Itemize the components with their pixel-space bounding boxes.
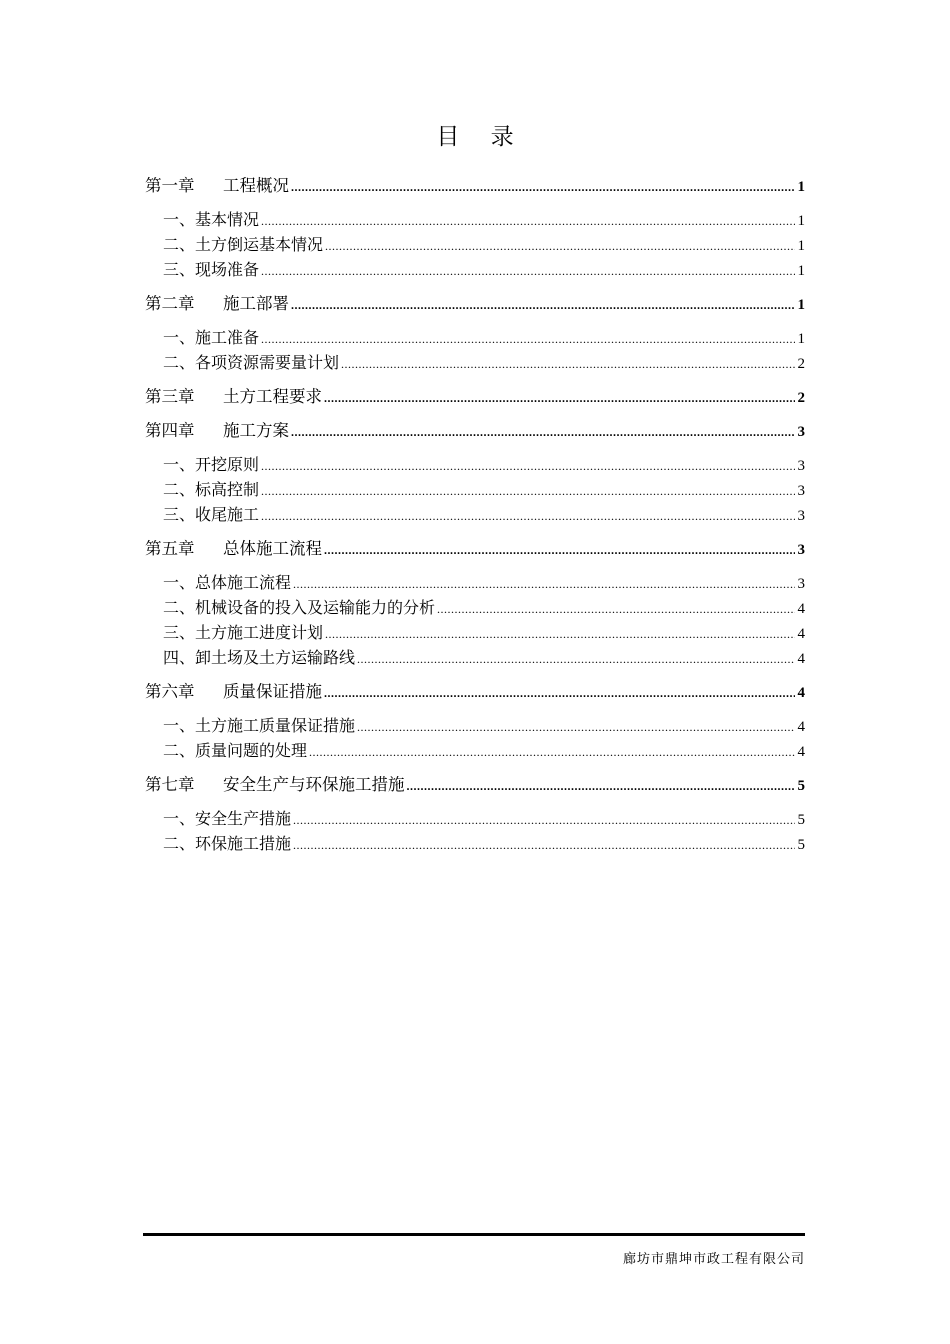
toc-section[interactable]	[145, 570, 805, 595]
toc-leader	[293, 572, 795, 597]
toc-title: 开挖原则	[195, 455, 260, 474]
toc-number: 一、	[163, 573, 196, 592]
toc-number: 第七章	[145, 775, 195, 794]
toc-title: 现场准备	[195, 260, 260, 279]
toc-section[interactable]	[145, 350, 805, 375]
toc-page: 4	[797, 719, 805, 735]
toc-page: 1	[797, 297, 805, 313]
toc-section[interactable]	[145, 502, 805, 527]
toc-title: 卸土场及土方运输路线	[195, 648, 356, 667]
toc-number: 三、	[163, 260, 196, 279]
toc-number: 二、	[163, 741, 196, 760]
toc-page: 3	[797, 483, 805, 499]
toc-number: 三、	[163, 505, 196, 524]
toc-number: 一、	[163, 328, 196, 347]
toc-leader	[325, 234, 795, 259]
toc-page: 3	[797, 508, 805, 524]
toc-leader	[261, 454, 795, 479]
toc-chapter-5[interactable]	[145, 536, 805, 561]
toc-leader	[407, 774, 796, 799]
toc-section[interactable]	[145, 806, 805, 831]
toc-page: 4	[797, 651, 805, 667]
toc-leader	[291, 293, 795, 318]
toc-title: 施工准备	[195, 328, 260, 347]
toc-leader	[324, 681, 795, 706]
toc-title: 环保施工措施	[195, 834, 292, 853]
toc-title: 总体施工流程	[195, 573, 292, 592]
toc-number: 二、	[163, 834, 196, 853]
toc-title: 总体施工流程	[223, 539, 322, 558]
toc-number: 第五章	[145, 539, 195, 558]
toc-page: 5	[797, 812, 805, 828]
toc-chapter-3[interactable]	[145, 384, 805, 409]
toc-title: 土方施工质量保证措施	[195, 716, 356, 735]
toc-title: 收尾施工	[195, 505, 260, 524]
toc-section[interactable]	[145, 738, 805, 763]
toc-number: 第二章	[145, 294, 195, 313]
toc-page: 5	[797, 837, 805, 853]
toc-leader	[357, 715, 795, 740]
toc-number: 一、	[163, 455, 196, 474]
toc-page: 1	[797, 263, 805, 279]
toc-title: 标高控制	[195, 480, 260, 499]
toc-number: 三、	[163, 623, 196, 642]
table-of-contents	[145, 170, 805, 856]
toc-title: 质量问题的处理	[195, 741, 308, 760]
toc-leader	[291, 420, 795, 445]
toc-leader	[357, 647, 795, 672]
toc-page: 4	[797, 744, 805, 760]
toc-page: 5	[797, 778, 805, 794]
toc-leader	[261, 504, 795, 529]
toc-title: 安全生产与环保施工措施	[223, 775, 405, 794]
toc-section[interactable]	[145, 645, 805, 670]
toc-number: 二、	[163, 353, 196, 372]
footer-divider	[143, 1233, 805, 1236]
toc-number: 第四章	[145, 421, 195, 440]
toc-leader	[437, 597, 795, 622]
toc-number: 一、	[163, 809, 196, 828]
toc-chapter-6[interactable]	[145, 679, 805, 704]
toc-title: 基本情况	[195, 210, 260, 229]
toc-section[interactable]	[145, 207, 805, 232]
toc-title: 土方施工进度计划	[195, 623, 324, 642]
toc-title: 土方工程要求	[223, 387, 322, 406]
toc-number: 二、	[163, 598, 196, 617]
toc-page: 3	[797, 458, 805, 474]
toc-section[interactable]	[145, 477, 805, 502]
toc-section[interactable]	[145, 713, 805, 738]
toc-section[interactable]	[145, 232, 805, 257]
toc-chapter-7[interactable]	[145, 772, 805, 797]
toc-title: 各项资源需要量计划	[195, 353, 340, 372]
toc-page: 1	[797, 238, 805, 254]
toc-title: 工程概况	[223, 176, 289, 195]
toc-number: 第三章	[145, 387, 195, 406]
toc-chapter-1[interactable]	[145, 173, 805, 198]
toc-section[interactable]	[145, 595, 805, 620]
toc-section[interactable]	[145, 325, 805, 350]
page-title: 目 录	[436, 124, 526, 150]
toc-page: 4	[797, 601, 805, 617]
toc-number: 一、	[163, 210, 196, 229]
toc-page: 3	[797, 576, 805, 592]
toc-title: 安全生产措施	[195, 809, 292, 828]
toc-leader	[325, 622, 795, 647]
toc-leader	[291, 175, 795, 200]
toc-leader	[341, 352, 795, 377]
toc-title: 施工方案	[223, 421, 289, 440]
toc-page: 2	[797, 390, 805, 406]
toc-page: 1	[797, 179, 805, 195]
toc-number: 二、	[163, 480, 196, 499]
toc-section[interactable]	[145, 257, 805, 282]
toc-section[interactable]	[145, 620, 805, 645]
toc-chapter-4[interactable]	[145, 418, 805, 443]
toc-page: 3	[797, 542, 805, 558]
toc-number: 一、	[163, 716, 196, 735]
toc-leader	[261, 479, 795, 504]
toc-leader	[261, 259, 795, 284]
toc-title: 机械设备的投入及运输能力的分析	[195, 598, 436, 617]
toc-number: 第六章	[145, 682, 195, 701]
toc-leader	[261, 209, 795, 234]
toc-leader	[261, 327, 795, 352]
toc-leader	[309, 740, 795, 765]
toc-section[interactable]	[145, 831, 805, 856]
toc-page: 1	[797, 213, 805, 229]
toc-leader	[324, 386, 795, 411]
toc-page: 4	[797, 685, 805, 701]
toc-chapter-2[interactable]	[145, 291, 805, 316]
toc-page: 4	[797, 626, 805, 642]
toc-section[interactable]	[145, 452, 805, 477]
toc-leader	[293, 808, 795, 833]
toc-number: 二、	[163, 235, 196, 254]
toc-page: 3	[797, 424, 805, 440]
toc-title: 施工部署	[223, 294, 289, 313]
toc-page: 2	[797, 356, 805, 372]
toc-leader	[324, 538, 795, 563]
toc-number: 四、	[163, 648, 196, 667]
toc-leader	[293, 833, 795, 858]
toc-number: 第一章	[145, 176, 195, 195]
toc-page: 1	[797, 331, 805, 347]
toc-title: 质量保证措施	[223, 682, 322, 701]
footer-company-name: 廊坊市鼎坤市政工程有限公司	[622, 1252, 805, 1267]
toc-title: 土方倒运基本情况	[195, 235, 324, 254]
